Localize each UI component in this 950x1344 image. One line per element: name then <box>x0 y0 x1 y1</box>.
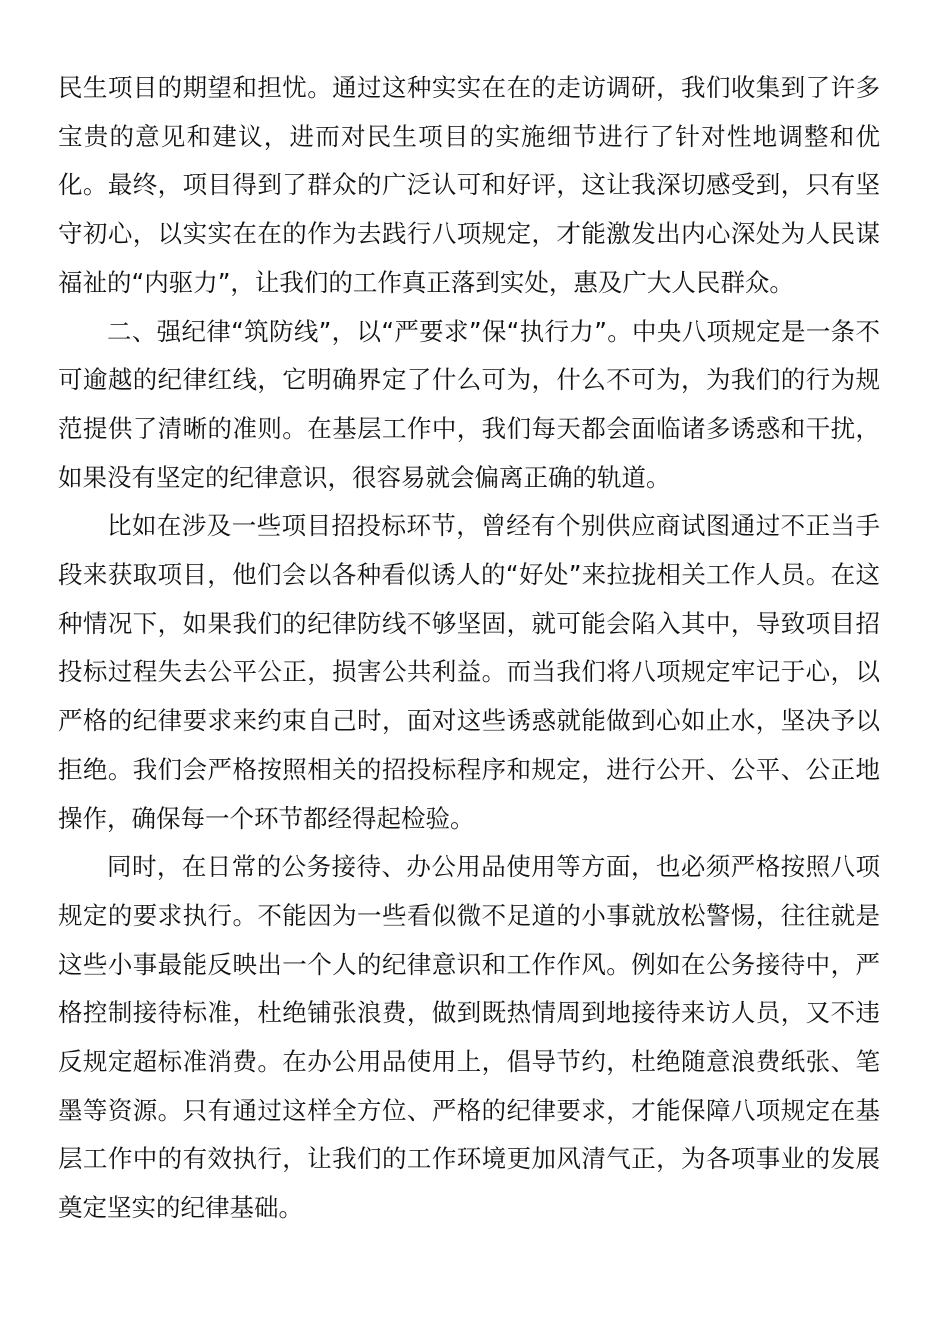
paragraph-continuation: 民生项目的期望和担忧。通过这种实实在在的走访调研，我们收集到了许多宝贵的意见和建议，进而对民生项目的实施细节进行了针对性地调整和优化。最终，项目得到了群众的广泛认可和好评，这让我深切感受到，只有坚守初心，以实实在在的作为去践行八项规定，才能激发出内心深处为人民谋福祉的“内驱力”，让我们的工作真正落到实处，惠及广大人民群众。 <box>58 73 880 297</box>
document-body <box>58 64 880 1233</box>
paragraph-daily-affairs: 同时，在日常的公务接待、办公用品使用等方面，也必须严格按照八项规定的要求执行。不能因为一些看似微不足道的小事就放松警惕，往往就是这些小事最能反映出一个人的纪律意识和工作作风。例如在公务接待中，严格控制接待标准，杜绝铺张浪费，做到既热情周到地接待来访人员，又不违反规定超标准消费。在办公用品使用上，倡导节约，杜绝随意浪费纸张、笔墨等资源。只有通过这样全方位、严格的纪律要求，才能保障八项规定在基层工作中的有效执行，让我们的工作环境更加风清气正，为各项事业的发展奠定坚实的纪律基础。 <box>58 852 880 1223</box>
paragraph-section-two-heading: 二、强纪律“筑防线”，以“严要求”保“执行力”。中央八项规定是一条不可逾越的纪律红线，它明确界定了什么可为，什么不可为，为我们的行为规范提供了清晰的准则。在基层工作中，我们每天都会面临诸多诱惑和干扰，如果没有坚定的纪律意识，很容易就会偏离正确的轨道。 <box>58 316 880 492</box>
paragraph-bidding-example: 比如在涉及一些项目招投标环节，曾经有个别供应商试图通过不正当手段来获取项目，他们会以各种看似诱人的“好处”来拉拢相关工作人员。在这种情况下，如果我们的纪律防线不够坚固，就可能会陷入其中，导致项目招投标过程失去公平公正，损害公共利益。而当我们将八项规定牢记于心，以严格的纪律要求来约束自己时，面对这些诱惑就能做到心如止水，坚决予以拒绝。我们会严格按照相关的招投标程序和规定，进行公开、公平、公正地操作，确保每一个环节都经得起检验。 <box>58 511 880 833</box>
